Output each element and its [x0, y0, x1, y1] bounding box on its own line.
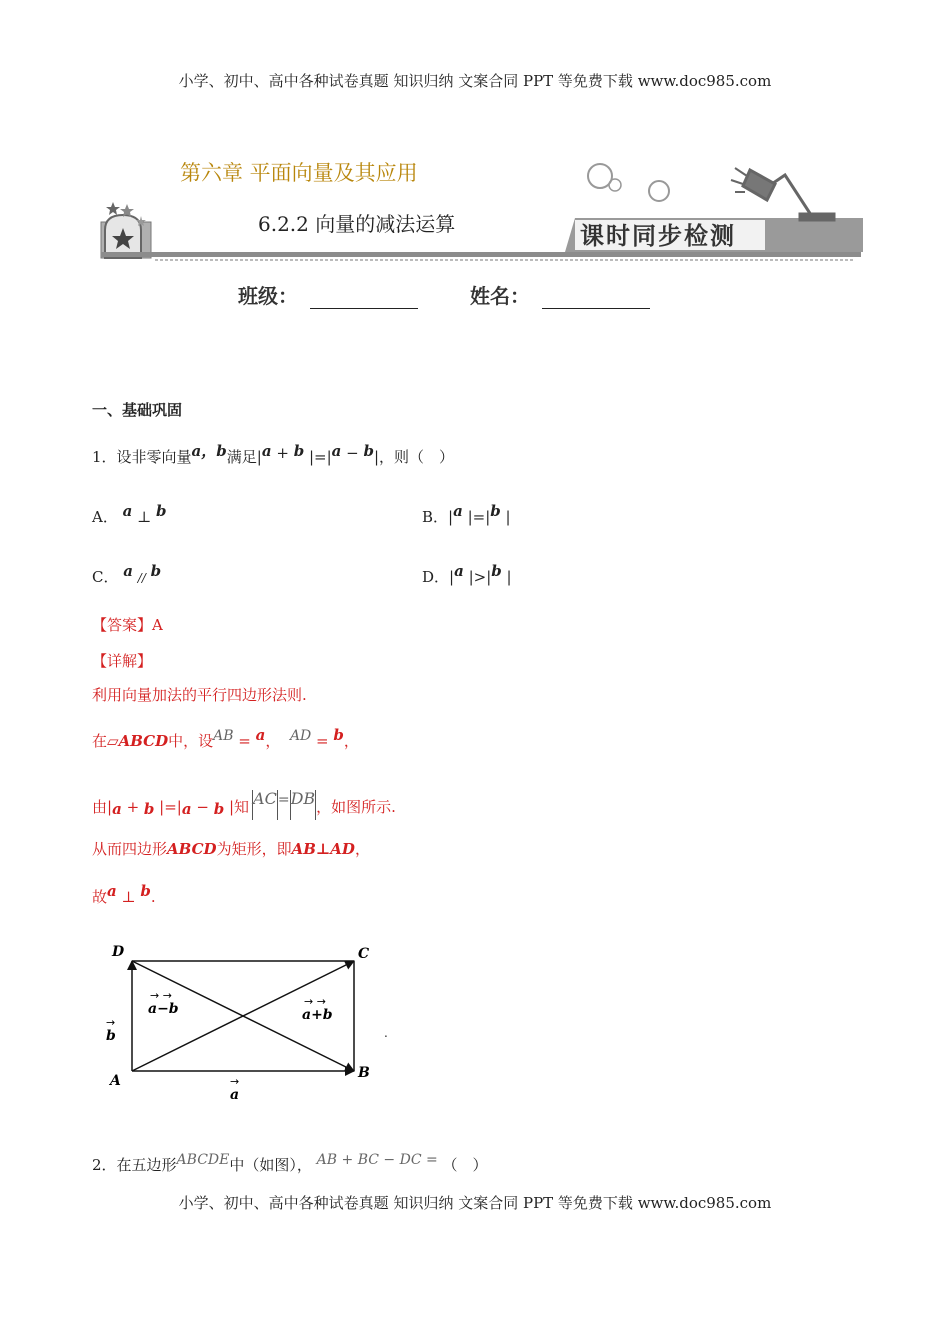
name-label: 姓名： [470, 284, 530, 308]
label-D: D [112, 944, 125, 960]
parallelogram-icon: ▱ [107, 732, 119, 750]
vector-b: b [293, 442, 305, 460]
bubble-icon [649, 181, 669, 201]
page-header: 小学、初中、高中各种试卷真题 知识归纳 文案合同 PPT 等免费下载 www.doc985.com [178, 72, 772, 90]
svg-text:→: → [106, 1016, 116, 1029]
label-C: C [358, 946, 370, 962]
sol4-mid: 为矩形，即 [216, 840, 292, 858]
equal-sign: |=| [462, 508, 491, 526]
minus-sign: − [341, 444, 364, 462]
solution-line-3 [92, 790, 396, 820]
fig-vec-diff: a−b [148, 1001, 179, 1017]
vector-a: a [107, 882, 117, 900]
vector-a: a [255, 726, 266, 744]
vector-a: a [261, 442, 272, 460]
option-a[interactable] [92, 502, 167, 527]
equal-sign: = [311, 732, 334, 750]
vector-b: b [143, 800, 155, 818]
sol5-pre: 故 [92, 888, 108, 906]
name-field [470, 280, 650, 309]
q2-prefix: 2．在五边形 [92, 1156, 177, 1174]
section-heading: 一、基础巩固 [92, 401, 183, 419]
q1-prefix: 1．设非零向量 [92, 448, 192, 466]
minus-sign: − [191, 798, 214, 816]
section-title-banner: 6.2.2 向量的减法运算 [258, 212, 456, 236]
vector-a: a [181, 800, 192, 818]
vector-a: a [454, 562, 464, 580]
solution-line-5 [92, 882, 156, 907]
vector-a: a [191, 442, 202, 460]
plus-sign: + [271, 444, 294, 462]
sol4-rel: AB⊥AD [291, 840, 355, 858]
class-blank[interactable] [310, 288, 418, 309]
vector-a: a [123, 562, 133, 580]
parallel-symbol: // [137, 571, 146, 585]
class-label: 班级： [238, 284, 298, 308]
option-d-label: D． [422, 568, 450, 586]
svg-text:→: → [230, 1075, 240, 1088]
chapter-title: 第六章 平面向量及其应用 [180, 161, 418, 185]
vector-b: b [490, 502, 501, 520]
answer-value: A [152, 616, 163, 634]
sol5-end: . [150, 888, 156, 906]
option-b[interactable] [422, 502, 511, 527]
vector-b: b [216, 442, 227, 460]
vector-DB: DB [290, 789, 316, 808]
svg-text:→ →: → → [304, 995, 326, 1008]
solution-line-1: 利用向量加法的平行四边形法则. [92, 686, 307, 704]
svg-text:→ →: → → [150, 989, 172, 1002]
vector-AB: AB [213, 728, 234, 744]
sol2-name: ABCD [118, 732, 169, 750]
option-c[interactable] [92, 562, 162, 587]
vector-b: b [213, 800, 225, 818]
equal-sign: = [233, 732, 256, 750]
vector-AC: AC [253, 789, 277, 808]
perp-symbol: ⊥ [121, 888, 136, 906]
q1-eq: |=| [304, 448, 332, 466]
vector-a: a [122, 502, 133, 520]
greater-sign: |>| [463, 568, 492, 586]
q1-end: |，则（ ） [374, 448, 455, 466]
question-2 [92, 1154, 488, 1175]
q2-end: （ ） [442, 1156, 488, 1174]
vector-AD: AD [289, 728, 312, 744]
vector-b: b [140, 882, 151, 900]
plus-sign: + [121, 798, 144, 816]
abs-bar: | [500, 508, 511, 526]
sol2-pre: 在 [92, 732, 108, 750]
sol4-name: ABCD [167, 840, 217, 858]
q2-expr: AB + BC − DC = [316, 1152, 438, 1168]
answer [92, 614, 163, 635]
fig-vec-sum: a+b [302, 1007, 333, 1023]
solution-line-2: 在▱ABCD中，设AB = a， AD = b， [92, 726, 359, 750]
sol3-know: |知 [224, 798, 250, 816]
option-d[interactable] [422, 562, 512, 587]
abs-bar: | [448, 508, 454, 526]
answer-label: 【答案】 [92, 616, 153, 634]
q2-name: ABCDE [176, 1152, 230, 1168]
class-field [238, 280, 418, 309]
banner-rule [101, 252, 861, 257]
detail-label: 【详解】 [92, 652, 153, 670]
rectangle-figure [100, 935, 400, 1105]
vector-a: a [331, 442, 342, 460]
perp-symbol: ⊥ [137, 508, 152, 526]
sol3-end: ，如图所示. [316, 798, 396, 816]
q1-mid: 满足| [226, 448, 262, 466]
vector-a: a [453, 502, 463, 520]
page-footer: 小学、初中、高中各种试卷真题 知识归纳 文案合同 PPT 等免费下载 www.doc985.com [178, 1194, 772, 1212]
option-b-label: B． [422, 508, 449, 526]
name-blank[interactable] [542, 288, 650, 309]
vector-b: b [156, 502, 167, 520]
fig-vec-a: a [230, 1087, 240, 1103]
option-c-label: C． [92, 568, 119, 586]
lamp-icon [731, 168, 834, 220]
option-a-label: A． [92, 508, 118, 526]
sol2-mid: 中，设 [168, 732, 214, 750]
abs-bar: | [449, 568, 455, 586]
fig-vec-b: b [106, 1028, 116, 1044]
figure-dot: . [384, 1026, 388, 1040]
label-A: A [110, 1073, 121, 1089]
vector-b: b [333, 726, 344, 744]
label-B: B [358, 1065, 370, 1081]
vector-a: a [112, 800, 122, 818]
vector-b: b [150, 562, 162, 580]
solution-line-4: 从而四边形ABCD为矩形，即AB⊥AD， [92, 840, 370, 858]
sol3-pre: 由| [92, 798, 113, 816]
question-1 [92, 442, 455, 467]
vector-b: b [491, 562, 502, 580]
badge-text: 课时同步检测 [580, 221, 736, 250]
equal-sign: = [277, 792, 290, 808]
q1-comma: ， [201, 442, 217, 460]
sol3-eq: |=| [154, 798, 182, 816]
small-star-icon [106, 202, 120, 215]
vector-b: b [363, 442, 374, 460]
abs-bar: | [501, 568, 512, 586]
q2-mid: 中（如图）， [229, 1156, 312, 1174]
bubble-icon [609, 179, 621, 191]
sol4-pre: 从而四边形 [92, 840, 168, 858]
